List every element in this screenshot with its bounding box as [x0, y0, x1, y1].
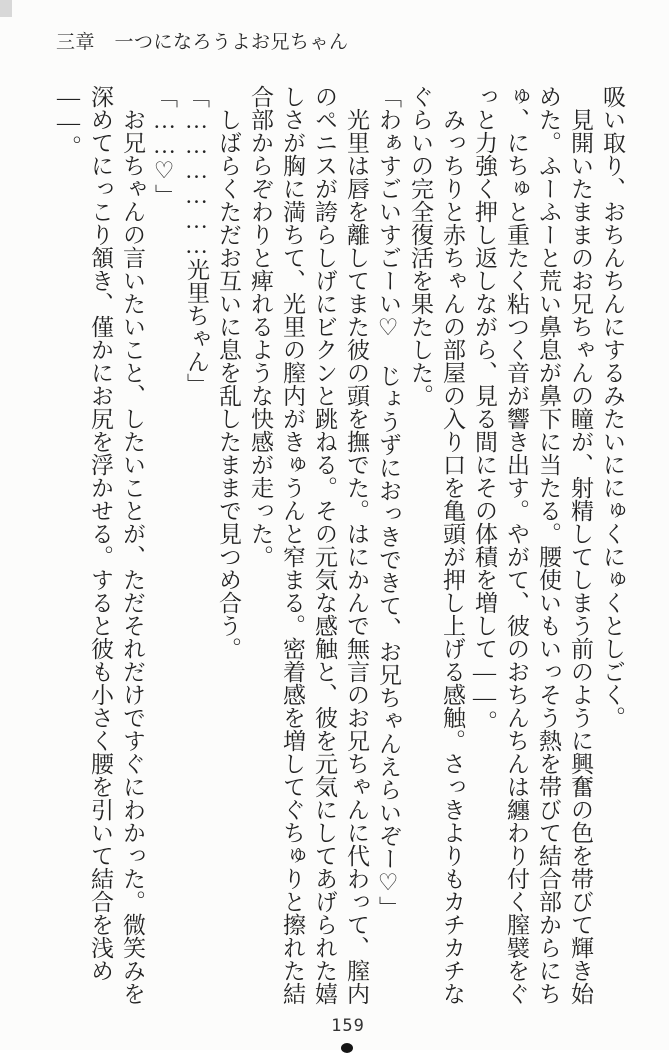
page-number: 159 [331, 1016, 365, 1036]
paragraph: みっちりと赤ちゃんの部屋の入り口を亀頭が押し上げる感触。さっきよりもカチカチなぐらいの完全復活を果たした。 [408, 85, 465, 1005]
paragraph: 「……♡」 [152, 85, 177, 207]
paragraph: 見開いたままのお兄ちゃんの瞳が、射精してしまう前のように興奮の色を帯びて輝き始めた。ふーふーと荒い鼻息が鼻下に当たる。腰使いもいっそう熱を帯びて結合部からにちゅ、にちゅと重たく粘つく音が響き出す。やがて、彼のおちんちんは纏わり付く膣襞をぐっと力強く押し返しながら、見る間にその体積を増して――。 [472, 85, 593, 1005]
scan-artifact [0, 0, 12, 17]
paragraph: お兄ちゃんの言いたいこと、したいことが、ただそれだけですぐにわかった。微笑みを深めてにっこり頷き、僅かにお尻を浮かせる。すると彼も小さく腰を引いて結合を浅め――。 [56, 85, 145, 1005]
ink-dot [341, 1043, 353, 1053]
paragraph: 吸い取り、おちんちんにするみたいににゅくにゅくとしごく。 [600, 85, 625, 729]
paragraph: しばらくただお互いに息を乱したままで見つめ合う。 [216, 108, 241, 660]
paragraph: 「わぁすごいすごーい♡ じょうずにおっきできて、お兄ちゃんえらいぞー♡」 [376, 85, 401, 919]
paragraph: 「………………光里ちゃん」 [184, 85, 209, 396]
paragraph: 光里は唇を離してまた彼の頭を撫でた。はにかんで無言のお兄ちゃんに代わって、膣内のペニスが誇らしげにビクンと跳ねる。その元気な感触と、彼を元気にしてあげられた嬉しさが胸に満ちて、光里の膣内がきゅうんと窄まる。密着感を増してぐちゅりと擦れた結合部からぞわりと痺れるような快感が走った。 [248, 85, 369, 1005]
body-text [52, 85, 628, 1007]
chapter-running-head: 三章 一つになろうよお兄ちゃん [56, 32, 349, 53]
